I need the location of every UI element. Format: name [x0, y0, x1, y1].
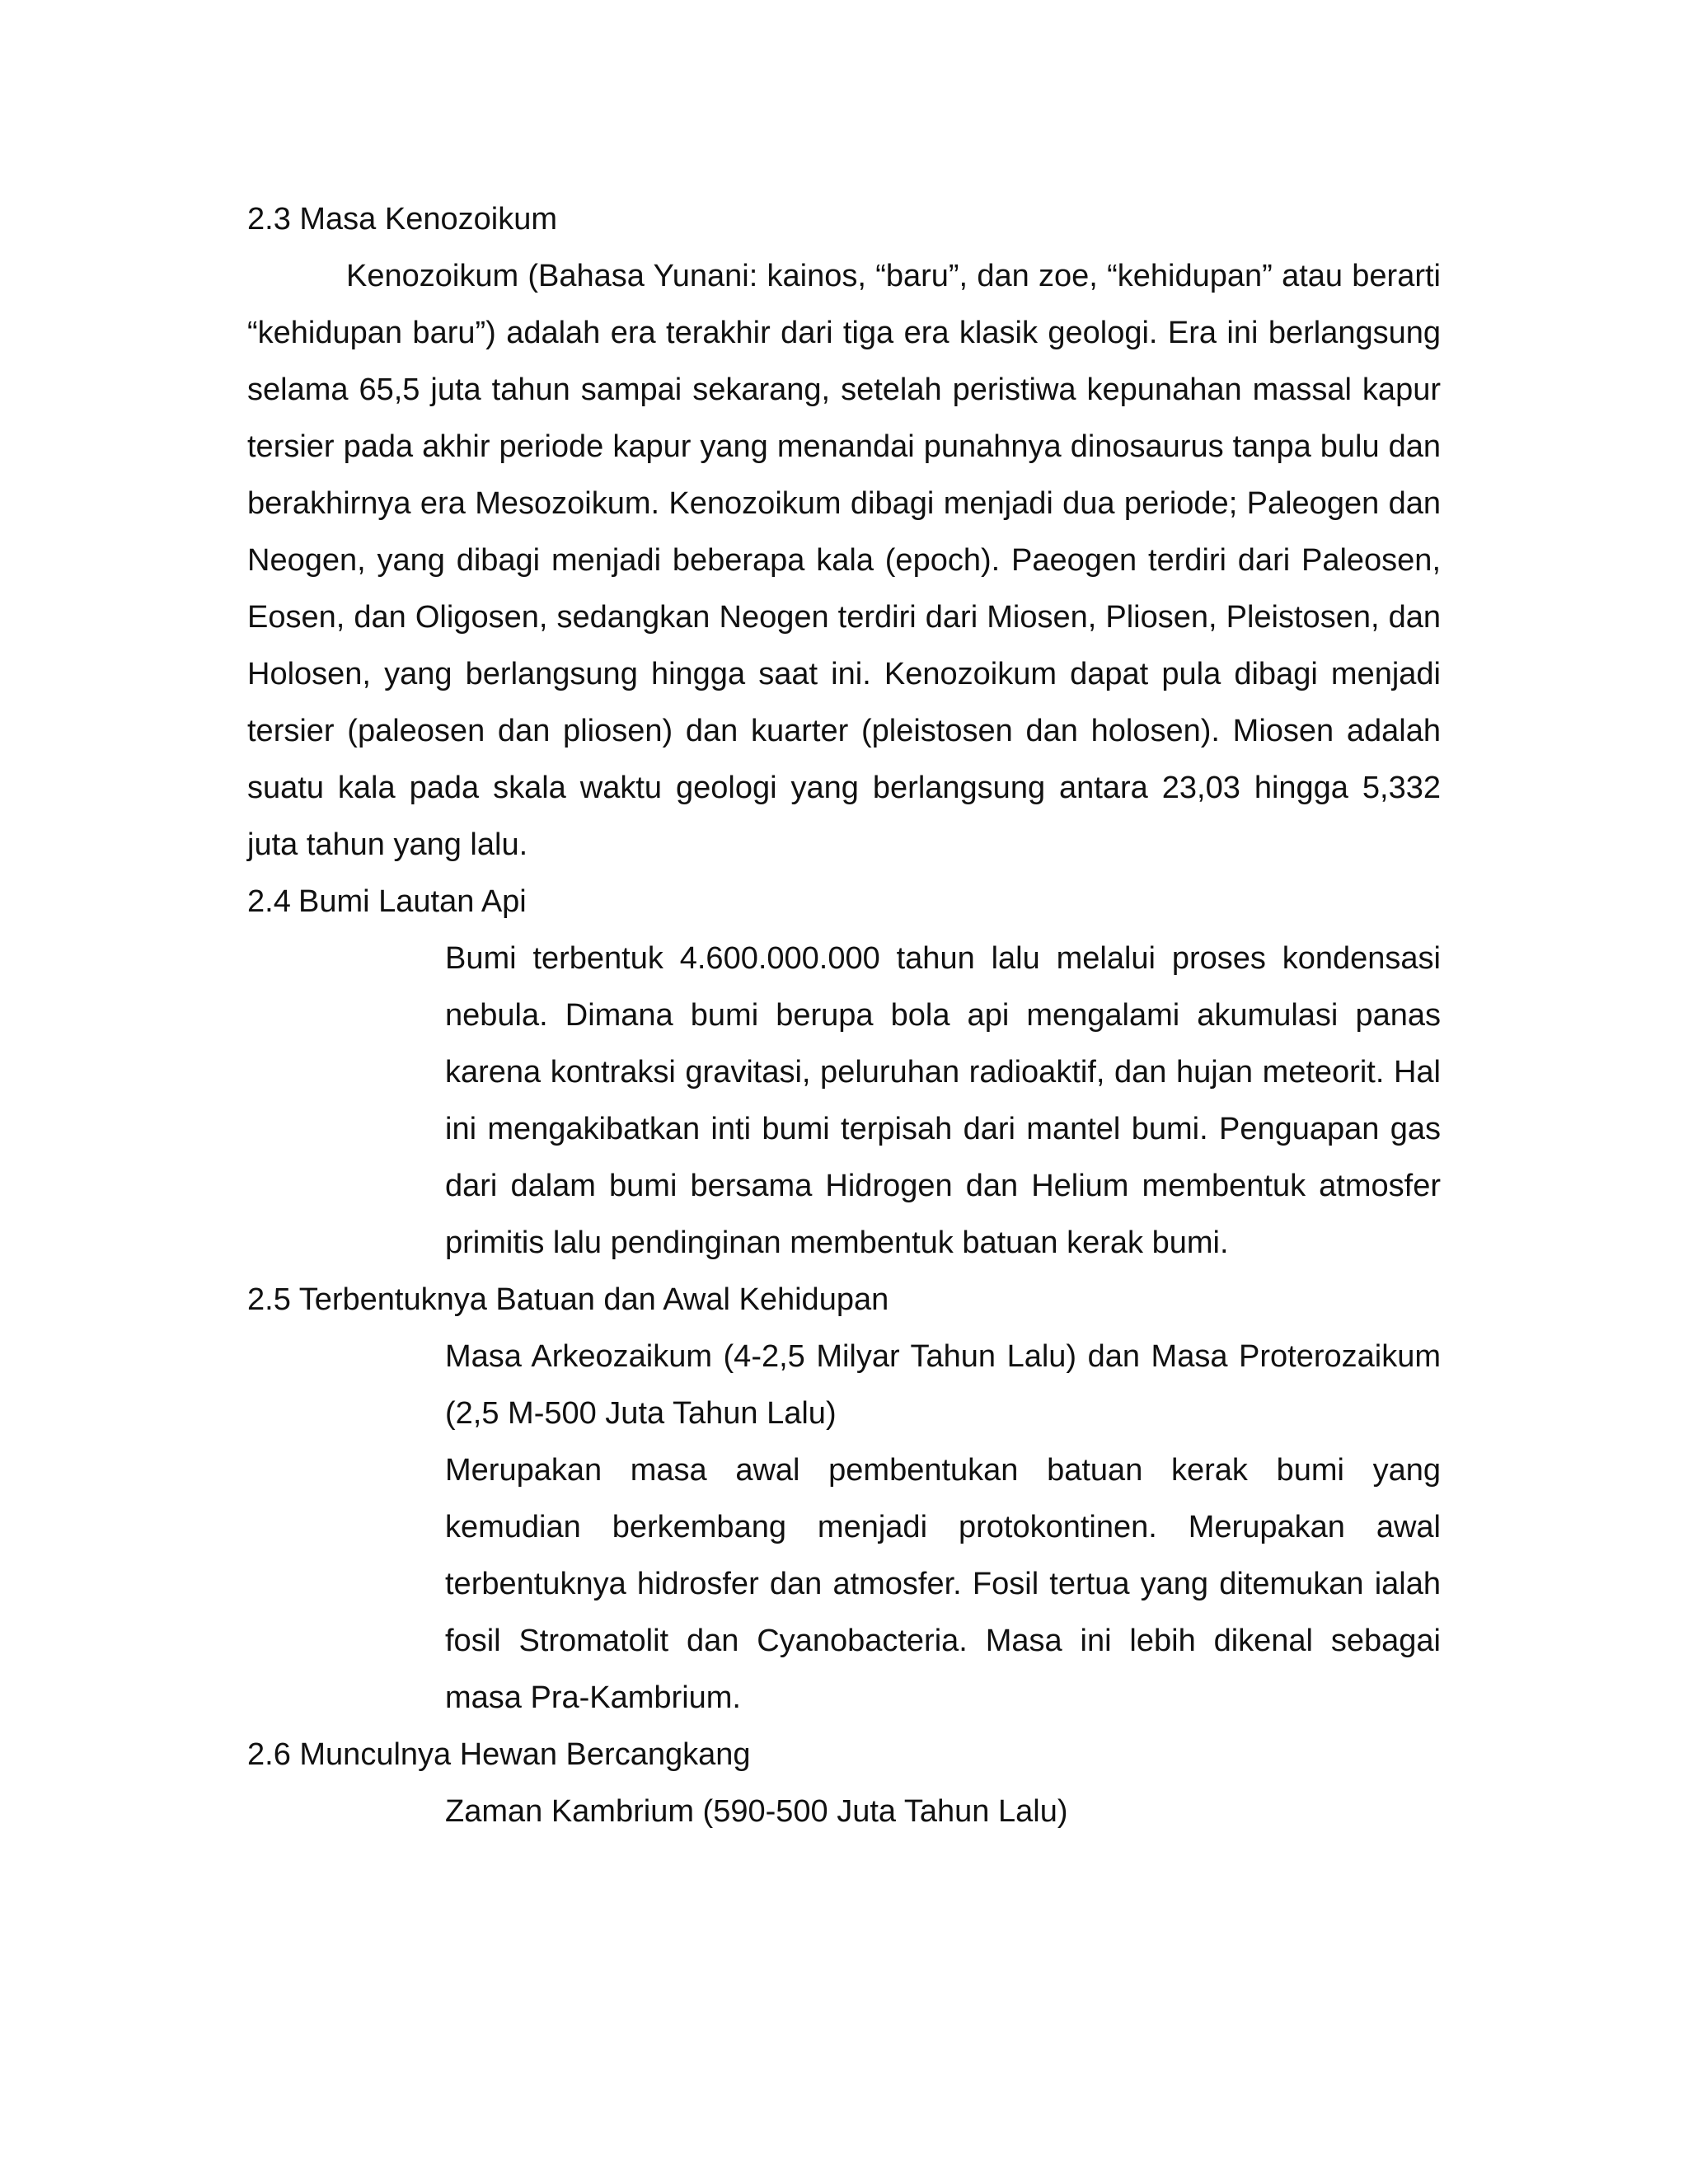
section-paragraph-zaman-kambrium: Zaman Kambrium (590-500 Juta Tahun Lalu): [445, 1794, 1068, 1829]
section-paragraph-pra-kambrium: Merupakan masa awal pembentukan batuan kerak bumi yang kemudian berkembang menjadi protokontinen. Merupakan awal terbentuknya hidrosfer dan atmosfer. Fosil tertua yang ditemukan ialah fosil Stromatolit dan Cyanobacteria. Masa ini lebih dikenal sebagai masa Pra-Kambrium.: [445, 1453, 1441, 1715]
section-paragraph-masa-arkeozaikum: Masa Arkeozaikum (4-2,5 Milyar Tahun Lalu) dan Masa Proterozaikum (2,5 M-500 Juta Tahun Lalu): [445, 1339, 1441, 1431]
section-heading-2-3: [247, 191, 1441, 248]
section-paragraph-bumi-lautan-api: Bumi terbentuk 4.600.000.000 tahun lalu melalui proses kondensasi nebula. Dimana bumi berupa bola api mengalami akumulasi panas karena kontraksi gravitasi, peluruhan radioaktif, dan hujan meteorit. Hal ini mengakibatkan inti bumi terpisah dari mantel bumi. Penguapan gas dari dalam bumi bersama Hidrogen dan Helium membentuk atmosfer primitis lalu pendinginan membentuk batuan kerak bumi.: [445, 941, 1441, 1260]
section-paragraph-kenozoikum: Kenozoikum (Bahasa Yunani: kainos, “baru”, dan zoe, “kehidupan” atau berarti “kehidupan baru”) adalah era terakhir dari tiga era klasik geologi. Era ini berlangsung selama 65,5 juta tahun sampai sekarang, setelah peristiwa kepunahan massal kapur tersier pada akhir periode kapur yang menandai punahnya dinosaurus tanpa bulu dan berakhirnya era Mesozoikum. Kenozoikum dibagi menjadi dua periode; Paleogen dan Neogen, yang dibagi menjadi beberapa kala (epoch). Paeogen terdiri dari Paleosen, Eosen, dan Oligosen, sedangkan Neogen terdiri dari Miosen, Pliosen, Pleistosen, dan Holosen, yang berlangsung hingga saat ini. Kenozoikum dapat pula dibagi menjadi tersier (paleosen dan pliosen) dan kuarter (pleistosen dan holosen). Miosen adalah suatu kala pada skala waktu geologi yang berlangsung antara 23,03 hingga 5,332 juta tahun yang lalu.: [247, 259, 1441, 862]
section-title: Masa Kenozoikum: [299, 202, 557, 237]
section-number: 2.3: [247, 202, 291, 237]
section-heading-2-5: [247, 1272, 1441, 1329]
section-title: Terbentuknya Batuan dan Awal Kehidupan: [298, 1282, 889, 1317]
section-title: Bumi Lautan Api: [298, 884, 527, 919]
section-number: 2.4: [247, 884, 291, 919]
section-heading-2-4: [247, 874, 1441, 930]
section-title: Munculnya Hewan Bercangkang: [299, 1737, 751, 1772]
section-number: 2.5: [247, 1282, 291, 1317]
section-heading-2-6: [247, 1727, 1441, 1783]
section-number: 2.6: [247, 1737, 291, 1772]
document-body: [247, 191, 1441, 1840]
